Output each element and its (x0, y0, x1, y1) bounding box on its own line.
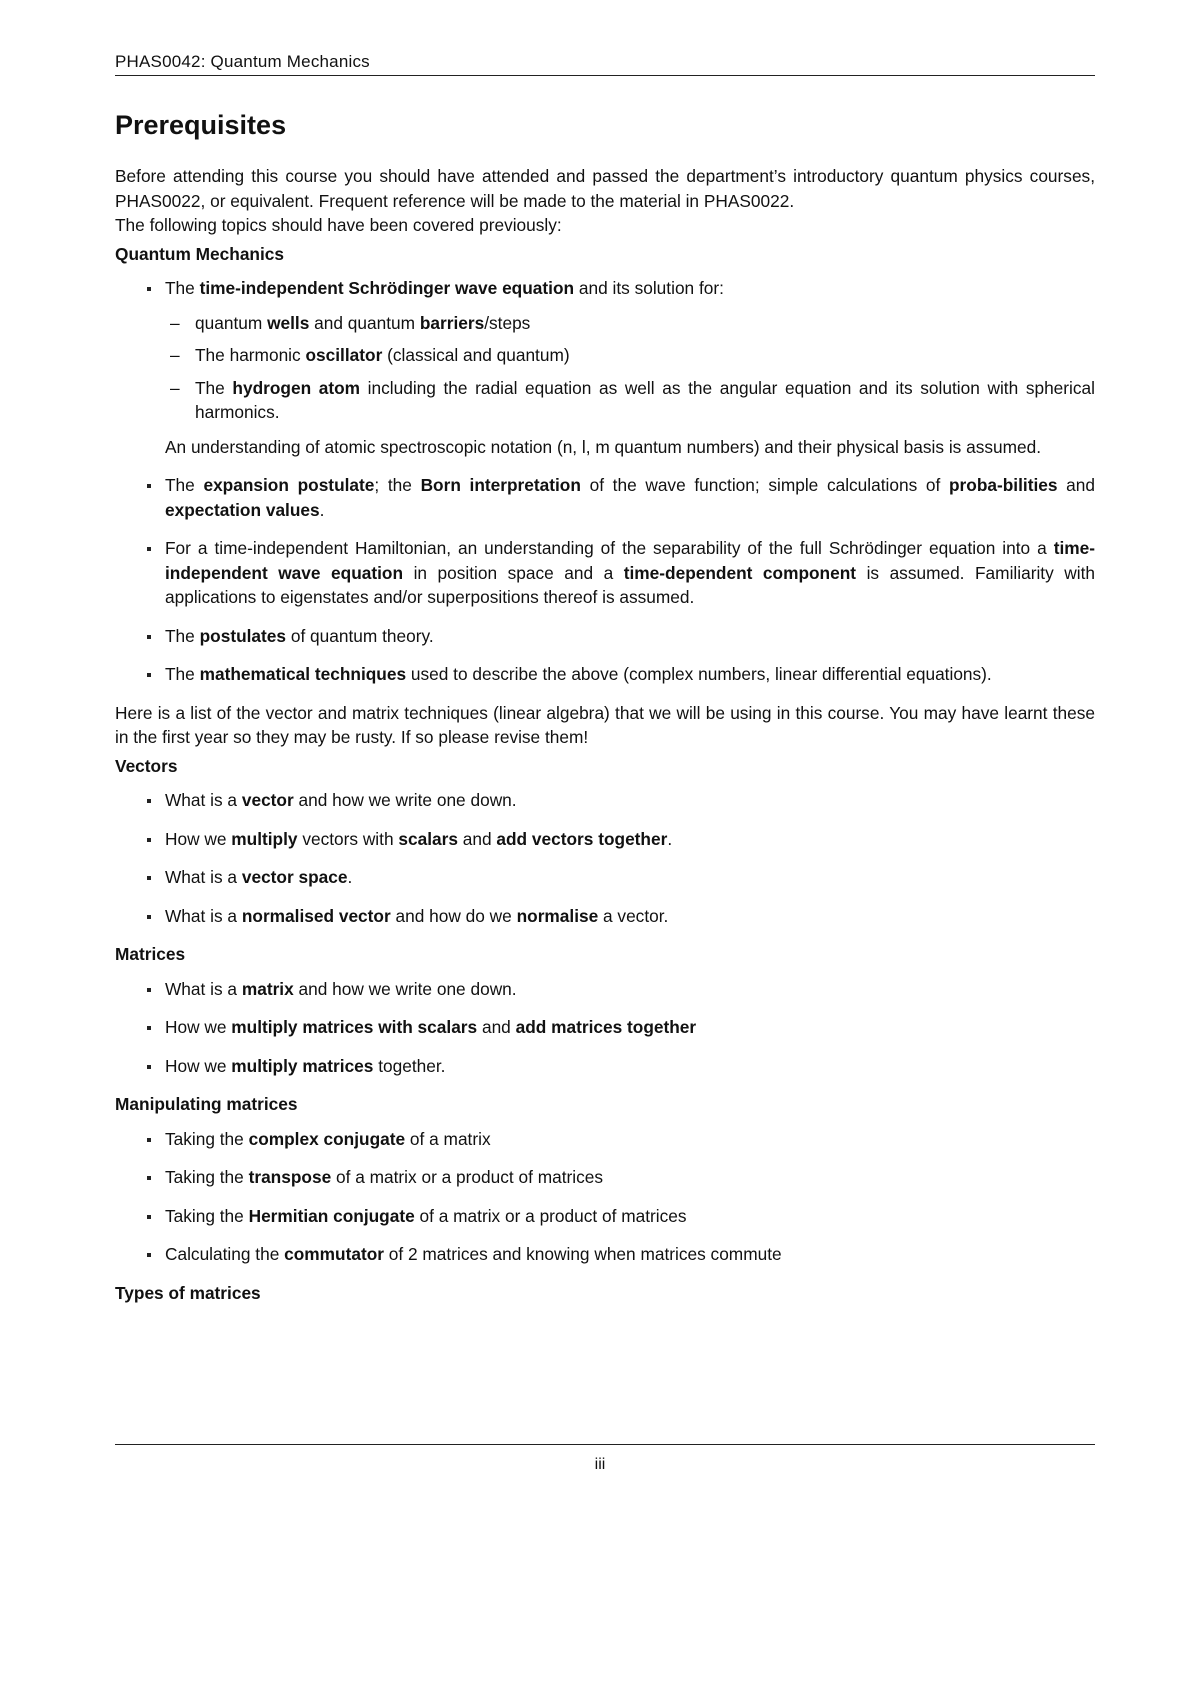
sublist-item: – The hydrogen atom including the radial equation as well as the angular equation and its solution with spherical harmonics. (195, 376, 1095, 425)
section-heading-matrices: Matrices (115, 944, 186, 964)
linear-algebra-intro: Here is a list of the vector and matrix techniques (linear algebra) that we will be using in this course. You may have learnt these in the first year so they may be rusty. If so please revise them! (115, 702, 1095, 747)
list-item: What is a vector space. (165, 865, 1095, 890)
section-heading-quantum-mechanics: Quantum Mechanics (115, 243, 285, 264)
list-item: Calculating the commutator of 2 matrices and knowing when matrices commute (165, 1242, 1095, 1267)
manipulating-list (115, 1127, 1095, 1267)
section-heading-types-of-matrices: Types of matrices (115, 1282, 261, 1303)
list-item: How we multiply vectors with scalars and add vectors together. (165, 827, 1095, 852)
qm-list (115, 276, 1095, 687)
page-content (115, 108, 1095, 1315)
list-item: For a time-independent Hamiltonian, an understanding of the separability of the full Schrödinger equation into a time-independent wave equation in position space and a time-dependent component is assumed. Familiarity with applications to eigenstates and/or superpositions thereof is assumed. (165, 536, 1095, 610)
list-item: The time-independent Schrödinger wave equation and its solution for: – quantum wells and quantum barriers/steps – The harmonic oscillator (classical and quantum) – The hydrogen atom including the radial equation as well as the angular equation and its solution with spherical harmonics. An understanding of atomic spectroscopic notation (n, l, m quantum numbers) and their physical basis is assumed. (165, 276, 1095, 459)
intro-paragraph: Before attending this course you should have attended and passed the department’s introductory quantum physics courses, PHAS0022, or equivalent. Frequent reference will be made to the material in PHAS0022. The following topics should have been covered previously: (115, 166, 1095, 235)
matrices-list (115, 977, 1095, 1079)
list-item: How we multiply matrices together. (165, 1054, 1095, 1079)
vectors-list (115, 788, 1095, 928)
list-item: The mathematical techniques used to describe the above (complex numbers, linear differential equations). (165, 662, 1095, 687)
list-item: What is a normalised vector and how do we normalise a vector. (165, 904, 1095, 929)
footer-divider (115, 1444, 1095, 1445)
page-title: Prerequisites (115, 110, 287, 140)
notation-note: An understanding of atomic spectroscopic notation (n, l, m quantum numbers) and their physical basis is assumed. (165, 436, 1042, 457)
section-heading-vectors: Vectors (115, 755, 178, 776)
list-item: What is a vector and how we write one down. (165, 788, 1095, 813)
list-item: Taking the Hermitian conjugate of a matrix or a product of matrices (165, 1204, 1095, 1229)
sublist-item: – The harmonic oscillator (classical and quantum) (195, 343, 1095, 368)
page-number: iii (594, 1456, 606, 1473)
sublist-item: – quantum wells and quantum barriers/steps (195, 311, 1095, 336)
list-item: The expansion postulate; the Born interpretation of the wave function; simple calculations of proba-bilities and expectation values. (165, 473, 1095, 522)
list-item: The postulates of quantum theory. (165, 624, 1095, 649)
list-item: What is a matrix and how we write one down. (165, 977, 1095, 1002)
section-heading-manipulating-matrices: Manipulating matrices (115, 1094, 298, 1114)
running-header: PHAS0042: Quantum Mechanics (115, 52, 1095, 76)
sublist (165, 311, 1095, 425)
list-item: How we multiply matrices with scalars and add matrices together (165, 1015, 1095, 1040)
list-item: Taking the complex conjugate of a matrix (165, 1127, 1095, 1152)
list-item: Taking the transpose of a matrix or a product of matrices (165, 1165, 1095, 1190)
